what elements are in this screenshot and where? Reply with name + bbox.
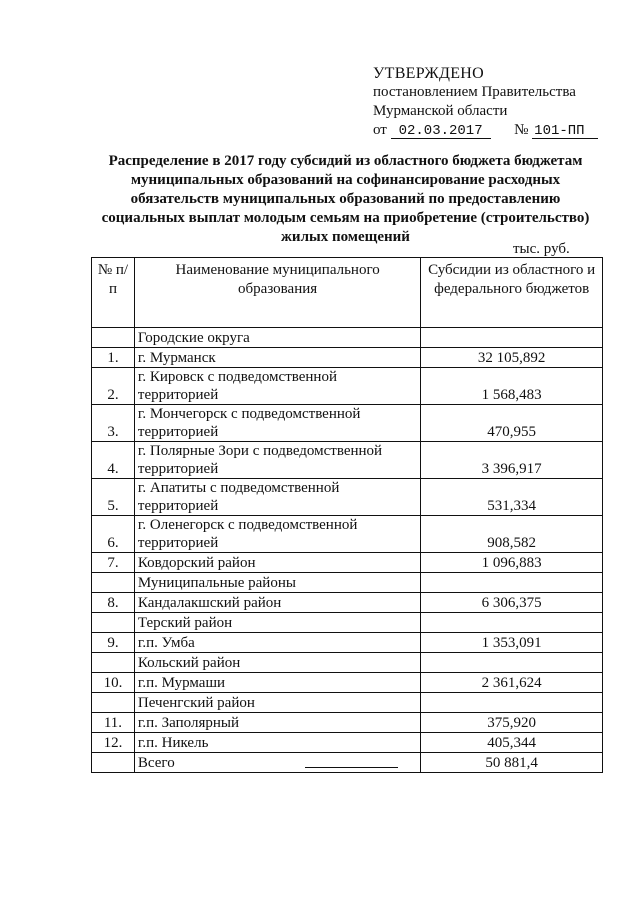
- row-value: 470,955: [421, 405, 603, 442]
- table-row: [92, 573, 603, 593]
- row-number: 9.: [92, 633, 135, 653]
- row-name: г. Полярные Зори с подведомственной территорией: [134, 442, 420, 479]
- row-name: г.п. Заполярный: [134, 713, 420, 733]
- document-title: Распределение в 2017 году субсидий из областного бюджета бюджетам муниципальных образований на софинансирование расходных обязательств муниципальных образований по предоставлению социальных выплат молодым семьям на приобретение (строительство) жилых помещений: [101, 153, 590, 245]
- row-number: 6.: [92, 516, 135, 553]
- row-name: Печенгский район: [134, 693, 420, 713]
- row-value: [421, 653, 603, 673]
- row-value: 1 568,483: [421, 368, 603, 405]
- row-name: Терский район: [134, 613, 420, 633]
- row-name: Всего: [134, 753, 420, 773]
- row-value: 1 096,883: [421, 553, 603, 573]
- row-value: [421, 613, 603, 633]
- table-row: [92, 693, 603, 713]
- number-prefix: №: [514, 122, 529, 138]
- table-header-row: [92, 258, 603, 328]
- row-value: 32 105,892: [421, 348, 603, 368]
- row-number: 7.: [92, 553, 135, 573]
- row-number: [92, 693, 135, 713]
- row-value: 1 353,091: [421, 633, 603, 653]
- row-name: Городские округа: [134, 328, 420, 348]
- row-number: 2.: [92, 368, 135, 405]
- approval-date: 02.03.2017: [391, 124, 491, 139]
- row-name: г.п. Умба: [134, 633, 420, 653]
- row-number: 5.: [92, 479, 135, 516]
- row-value: [421, 693, 603, 713]
- table-row: [92, 479, 603, 516]
- row-name: г. Кировск с подведомственной территорией: [134, 368, 420, 405]
- table-row: [92, 328, 603, 348]
- footer-divider: [305, 767, 398, 768]
- table-row: [92, 553, 603, 573]
- table-row: [92, 368, 603, 405]
- approval-heading: УТВЕРЖДЕНО: [373, 65, 485, 82]
- table-row: [92, 753, 603, 773]
- row-value: [421, 328, 603, 348]
- approval-date-row: [373, 121, 623, 140]
- row-value: 531,334: [421, 479, 603, 516]
- row-number: [92, 753, 135, 773]
- row-number: [92, 573, 135, 593]
- row-name: г.п. Мурмаши: [134, 673, 420, 693]
- approval-line-1: постановлением Правительства: [373, 84, 576, 100]
- row-number: 11.: [92, 713, 135, 733]
- row-value: [421, 573, 603, 593]
- table-row: [92, 713, 603, 733]
- row-number: 12.: [92, 733, 135, 753]
- row-number: [92, 653, 135, 673]
- table-row: [92, 405, 603, 442]
- approval-block: [373, 64, 623, 140]
- row-name: Ковдорский район: [134, 553, 420, 573]
- subsidy-table: [91, 257, 603, 773]
- unit-label: тыс. руб.: [513, 241, 570, 257]
- row-name: г. Оленегорск с подведомственной территорией: [134, 516, 420, 553]
- table-row: [92, 653, 603, 673]
- table-row: [92, 733, 603, 753]
- header-num: № п/п: [92, 258, 135, 328]
- row-value: 50 881,4: [421, 753, 603, 773]
- table-body: [92, 328, 603, 773]
- row-number: 4.: [92, 442, 135, 479]
- row-value: 375,920: [421, 713, 603, 733]
- row-name: г. Мончегорск с подведомственной территорией: [134, 405, 420, 442]
- row-number: 10.: [92, 673, 135, 693]
- date-prefix: от: [373, 122, 387, 138]
- row-value: 405,344: [421, 733, 603, 753]
- row-number: [92, 613, 135, 633]
- row-number: 1.: [92, 348, 135, 368]
- row-name: Кольский район: [134, 653, 420, 673]
- header-subsidy: Субсидии из областного и федерального бюджетов: [421, 258, 603, 328]
- table-row: [92, 593, 603, 613]
- table-row: [92, 673, 603, 693]
- row-value: 3 396,917: [421, 442, 603, 479]
- row-name: г.п. Никель: [134, 733, 420, 753]
- approval-number: 101-ПП: [532, 124, 598, 139]
- row-number: 3.: [92, 405, 135, 442]
- row-number: 8.: [92, 593, 135, 613]
- header-name: Наименование муниципального образования: [134, 258, 420, 328]
- row-name: Муниципальные районы: [134, 573, 420, 593]
- table-row: [92, 442, 603, 479]
- row-value: 2 361,624: [421, 673, 603, 693]
- row-name: г. Мурманск: [134, 348, 420, 368]
- table-row: [92, 613, 603, 633]
- table-row: [92, 633, 603, 653]
- table-row: [92, 516, 603, 553]
- table-row: [92, 348, 603, 368]
- approval-line-2: Мурманской области: [373, 103, 508, 119]
- row-number: [92, 328, 135, 348]
- row-name: г. Апатиты с подведомственной территорией: [134, 479, 420, 516]
- row-value: 908,582: [421, 516, 603, 553]
- row-value: 6 306,375: [421, 593, 603, 613]
- row-name: Кандалакшский район: [134, 593, 420, 613]
